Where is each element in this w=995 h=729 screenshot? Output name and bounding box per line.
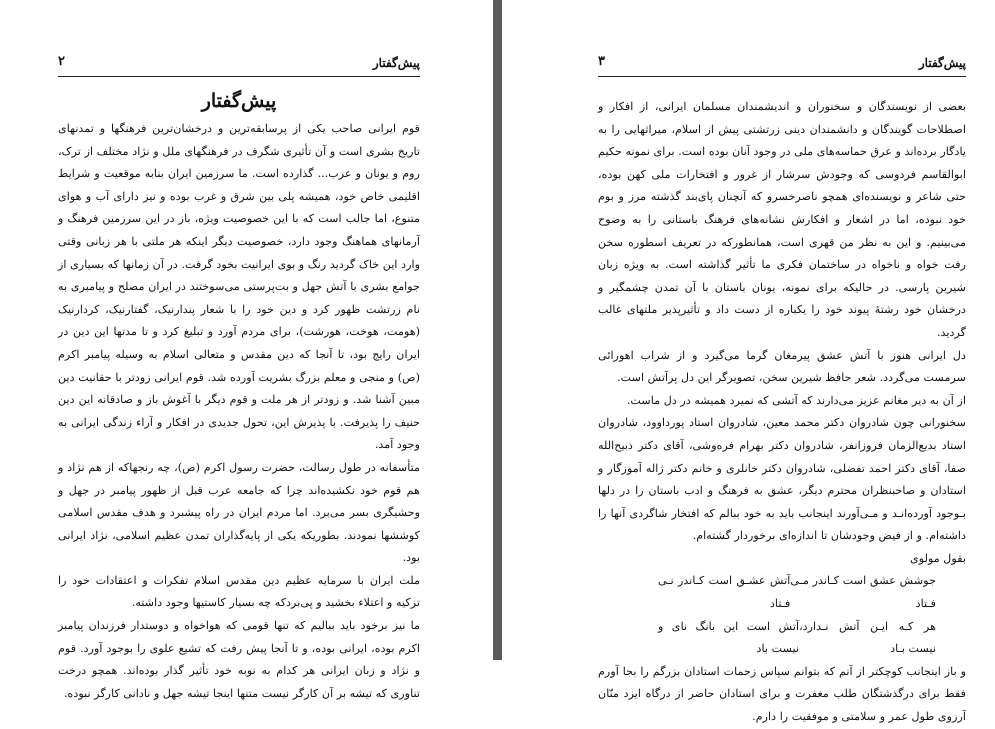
right-page	[502, 0, 995, 724]
left-body-text	[58, 118, 420, 705]
left-paragraph: قوم ایرانی صاحب یکی از پرسابقه‌ترین و درخشان‌ترین فرهنگها و تمدنهای تاریخ بشری است و آن تأثیری شگرف در فرهنگهای ملل و نژاد مختلف از ترک، روم و یونان و عرب... گذارده است. ما سرزمین ایران بنابه موقعیت و شرایط اقلیمی خاص خود، همیشه پلی بین شرق و غرب بوده و نیز دارای آب و هوای متنوع، اما جالب است که با این خصوصیت ویژه، باز در این سرزمین فرهنگ و آرمانهای هماهنگ وجود دارد، خصوصیت دیگر اینکه هر ملتی با هر زبانی وقتی وارد این خاک گردید رنگ و بوی ایرانیت بخود گرفت. در آن زمانها که بسیاری از جوامع بشری با آتش جهل و بت‌پرستی می‌سوختند در ایران مصلح و پیامبری به نام زرتشت ظهور کرد و دین خود را با شعار پندارنیک، گفتارنیک، کردارنیک (هومت، هوخت، هورشت)، برای مردم آورد و تبلیغ کرد و تا مدتها این دین در ایران رایج بود، تا آنجا که دین مقدس و متعالی اسلام به وسیله پیامبر اکرم (ص) و منجی و معلم بزرگ بشریت آورده شد. قوم ایرانی زودتر با حقانیت دین مبین آشنا شد. و زودتر از هر ملت و قوم دیگر با آغوش باز و صادقانه این دین حنیف را پذیرفت. با پذیرش این، تحول جدیدی در افکار و آراء زندگی ایرانی به وجود آمد.	[58, 122, 420, 452]
left-running-header	[58, 54, 420, 77]
left-page	[0, 0, 493, 700]
poem-verse	[598, 616, 966, 661]
left-page-number: ۲	[58, 54, 65, 69]
hafez-quote: از آن به دیر مغانم عزیز می‌دارند که آتشی که نمیرد همیشه در دل ماست.	[626, 393, 966, 407]
verse-hemistich-first: هر کـه ایـن آتش نـدارد، نیست بـاد	[799, 619, 936, 656]
closing-paragraph: و باز اینجانب کوچکتر از آنم که بتوانم سپاس زحمات استادان بزرگم را بجا آورم فقط برای درگذشتگان طلب مغفرت و برای استادان حاضر از درگاه ایزد منّان آرزوی طول عمر و سلامتی و موفقیت را دارم.	[598, 664, 966, 724]
left-header-title: پیش‌گفتار	[372, 56, 420, 70]
right-paragraph: سخنورانی چون شادروان دکتر محمد معین، شادروان استاد پورداوود، شادروان استاد بدیع‌الزمان فروزانفر، شادروان دکتر بهرام فره‌وشی، آقای دکتر ذبیح‌الله صفا، آقای دکتر احمد تفضلی، شادروان دکتر خانلری و خانم دکتر ژاله آموزگار و استادان و صاحبنظران محترم دیگر، عشق به فرهنگ و ادب باستان را در دلها بـوجود آورده‌انـد و مـی‌آورند اینجانب باید به خود ببالم که افتخار شاگردی آنها را داشته‌ام. و از فیض وجودشان تا اندازه‌ای برخوردار گشته‌ام.	[598, 416, 966, 543]
right-paragraph: دل ایرانی هنوز با آتش عشق پیرمغان گرما می‌گیرد و از شراب اهورائی سرمست می‌گردد. شعر حافظ شیرین سخن، تصویرگر این دل پرآتش است.	[598, 348, 966, 385]
right-paragraph: بعضی از نویسندگان و سخنوران و اندیشمندان مسلمان ایرانی، از افکار و اصطلاحات گویندگان و دانشمندان دینی زرتشتی پیش از اسلام، میراثهایی را به یادگار برده‌اند و عرق حماسه‌های ملی در وجود آنان بوده است. برای نمونه حکیم ابوالقاسم فردوسی که وجودش سرشار از غرور و افتخارات ملی کهن بوده، حتی شاعر و نویسنده‌ای همچو ناصرخسرو که آنچنان پای‌بند گذشته مرز و بوم خود نبوده، اما در اشعار و افکارش نشانه‌های فرهنگ باستانی را به وضوح می‌بینیم. و این به نظر من قهری است، همانطورکه در تعریف اسطوره سخن رفت خواه و ناخواه در ساختمان فکری ما تأثیر گذاشته است. به ویژه زبان شیرین پارسی. در حالیکه برای نمونه، یونان باستان با آن تمدن چشمگیر و درخشان خود رشتهٔ پیوند خود را یکباره از دست داد و تأثیرپذیر ملتهای غالب گردید.	[598, 100, 966, 339]
verse-hemistich-first: جوشش عشق است کـاندر مـی فـتاد	[790, 574, 936, 611]
right-page-number: ۳	[598, 54, 605, 69]
right-body-text	[598, 96, 966, 729]
left-paragraph: ما نیز برخود باید ببالیم که تنها قومی که هواخواه و دوستدار فرزندان پیامبر اکرم بوده، ایرانی بوده، و تا آنجا پیش رفت که تشیع علوی را بوجود آورد. قوم و نژاد و زبان ایرانی هر کدام به نوبه خود تأثیر گذار بوده‌اند. همچو درخت تناوری که تیشه بر آن کارگر نیست متنها اینجا تیشه جهل و نادانی کارگر نبوده.	[58, 619, 420, 700]
poem-verse	[598, 570, 966, 615]
right-running-header	[598, 54, 966, 77]
poem-label: بقول مولوی	[910, 551, 966, 565]
left-paragraph: متأسفانه در طول رسالت، حضرت رسول اکرم (ص)، چه رنجهاکه از هم نژاد و هم قوم خود نکشیده‌اند چرا که جامعه عرب قبل از ظهور پیامبر در جهل و وحشیگری بسر می‌برد. اما مردم ایران در راه پیشبرد و هدف مقدس اسلامی کوششها نمودند. بطوریکه یکی از پایه‌گذاران تمدن عظیم اسلامی، نژاد ایرانی بود.	[58, 460, 420, 565]
verse-hemistich-second: آتش است این بانگ نای و نیست باد	[658, 619, 800, 656]
left-paragraph: ملت ایران با سرمایه عظیم دین مقدس اسلام تفکرات و اعتقادات خود را تزکیه و اعتلاء بخشید و پی‌بردکه چه بسیار کاستیها وجود داشته.	[58, 573, 420, 610]
right-header-title: پیش‌گفتار	[918, 56, 966, 70]
chapter-title: پیش‌گفتار	[201, 90, 277, 112]
verse-hemistich-second: آتش عشـق است کـاندر نـی فـتاد	[658, 574, 791, 611]
book-gutter	[493, 0, 502, 660]
